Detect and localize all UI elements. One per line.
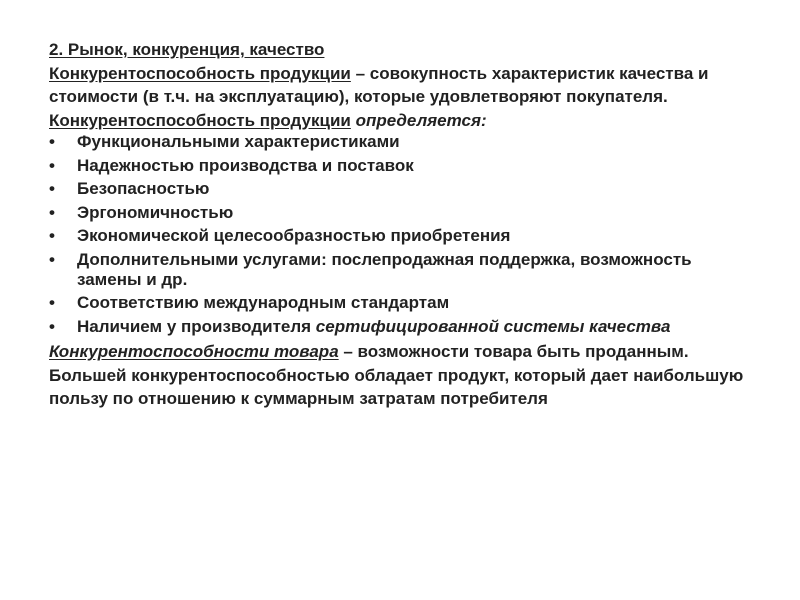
bullet-text: Наличием у производителя [77,316,316,336]
intro-term: Конкурентоспособность продукции [49,63,351,83]
bullet-text: Функциональными характеристиками [77,132,400,151]
bullet-icon: • [49,132,55,151]
bullet-icon: • [49,316,55,336]
slide-content [49,38,749,411]
bullet-icon: • [49,155,55,175]
bullet-item [49,293,749,313]
bullet-text: Эргономичностью [77,202,234,222]
outro-paragraph [49,340,749,411]
bullet-italic-text: сертифицированной системы качества [315,316,671,336]
bullet-icon: • [49,202,55,222]
bullet-icon: • [49,179,55,198]
intro-term-2: Конкурентоспособность продукции [49,110,351,130]
bullet-item [49,226,749,246]
bullet-item [49,132,749,152]
bullet-item [49,317,749,337]
bullet-icon: • [49,249,55,269]
intro-italic: определяется: [355,110,487,130]
bullet-item [49,250,749,290]
outro-term: Конкурентоспособности товара [49,342,339,361]
bullet-icon: • [49,226,55,245]
bullet-item [49,179,749,199]
bullet-list [49,132,749,337]
bullet-text: Надежностью производства и поставок [77,155,414,175]
bullet-text: Экономической целесообразностью приобретения [77,226,511,245]
bullet-text: Безопасностью [77,179,210,198]
bullet-icon: • [49,293,55,312]
bullet-text: Дополнительными услугами: послепродажная поддержка, возможность замены и др. [77,249,692,289]
intro-paragraph [49,62,749,133]
intro-text-1: – совокупность характеристик качества и стоимости (в т.ч. на эксплуатацию), которые удовлетворяют покупателя. [49,63,709,106]
bullet-item [49,203,749,223]
bullet-text: Соответствию международным стандартам [77,293,450,312]
bullet-item [49,156,749,176]
slide-title: 2. Рынок, конкуренция, качество [49,40,325,59]
outro-text: – возможности товара быть проданным. Большей конкурентоспособностью обладает продукт, который дает наибольшую пользу по отношению к суммарным затратам потребителя [49,342,744,408]
